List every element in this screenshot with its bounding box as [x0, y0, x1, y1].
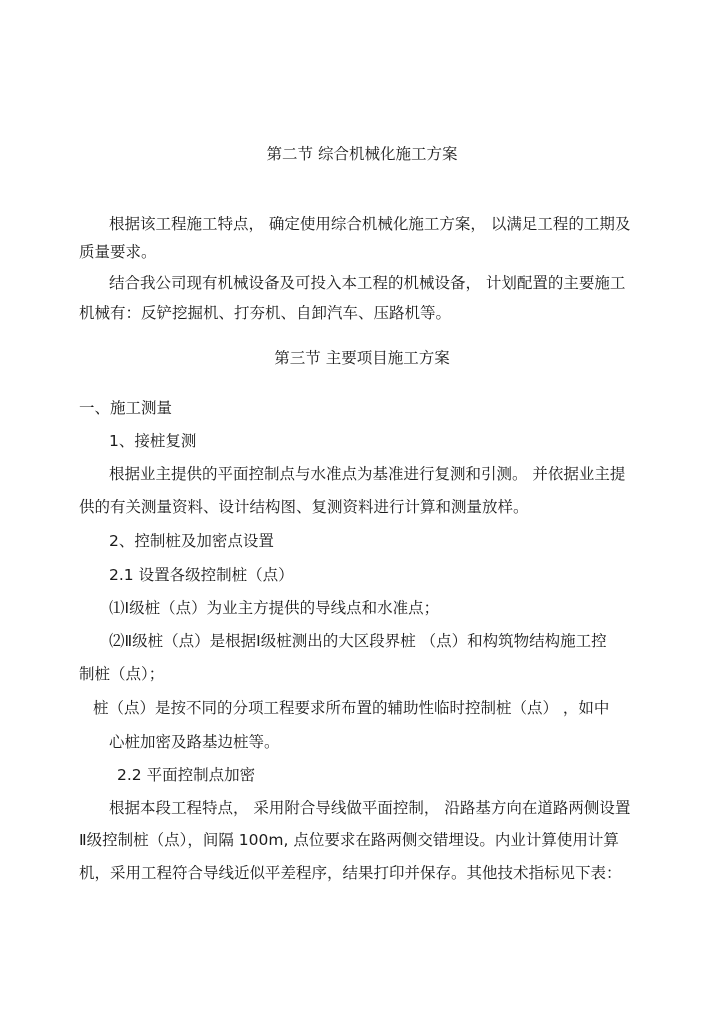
- sub2-2-title: 2.2 平面控制点加密: [117, 766, 256, 784]
- sub1-line2: 供的有关测量资料、设计结构图、复测资料进行计算和测量放样。: [79, 498, 529, 516]
- section2-heading: 第二节 综合机械化施工方案: [266, 145, 458, 163]
- sub2-title: 2、控制桩及加密点设置: [109, 532, 274, 550]
- sub2-1-title: 2.1 设置各级控制桩（点）: [109, 566, 294, 584]
- sub2-1-item1: ⑴Ⅰ级桩（点）为业主方提供的导线点和水准点；: [109, 599, 440, 617]
- section3-heading: 第三节 主要项目施工方案: [274, 349, 450, 367]
- section2-para2-line1: 结合我公司现有机械设备及可投入本工程的机械设备， 计划配置的主要施工: [109, 274, 626, 292]
- sub1-title: 1、接桩复测: [109, 432, 197, 450]
- sub2-2-line2: Ⅱ级控制桩（点），间隔 100m, 点位要求在路两侧交错埋设。内业计算使用计算: [79, 831, 619, 849]
- sub2-1-item2-line1: ⑵Ⅱ级桩（点）是根据Ⅰ级桩测出的大区段界桩 （点）和构筑物结构施工控: [109, 632, 607, 650]
- sub2-1-item3-line1: 桩（点）是按不同的分项工程要求所布置的辅助性临时控制桩（点） ，如中: [93, 699, 610, 717]
- section2-para1-line1: 根据该工程施工特点， 确定使用综合机械化施工方案， 以满足工程的工期及: [109, 215, 631, 233]
- sub2-1-item2-line2: 制桩（点）；: [79, 665, 165, 683]
- sub2-2-line1: 根据本段工程特点， 采用附合导线做平面控制， 沿路基方向在道路两侧设置: [109, 799, 631, 817]
- sub2-2-line3: 机，采用工程符合导线近似平差程序，结果打印并保存。其他技术指标见下表：: [79, 864, 622, 882]
- item1-title: 一、施工测量: [79, 399, 173, 417]
- section2-para2-line2: 机械有：反铲挖掘机、打夯机、自卸汽车、压路机等。: [79, 304, 452, 322]
- sub1-line1: 根据业主提供的平面控制点与水准点为基准进行复测和引测。 并依据业主提: [109, 465, 626, 483]
- sub2-1-item3-line2: 心桩加密及路基边桩等。: [109, 733, 280, 751]
- section2-para1-line2: 质量要求。: [79, 243, 157, 261]
